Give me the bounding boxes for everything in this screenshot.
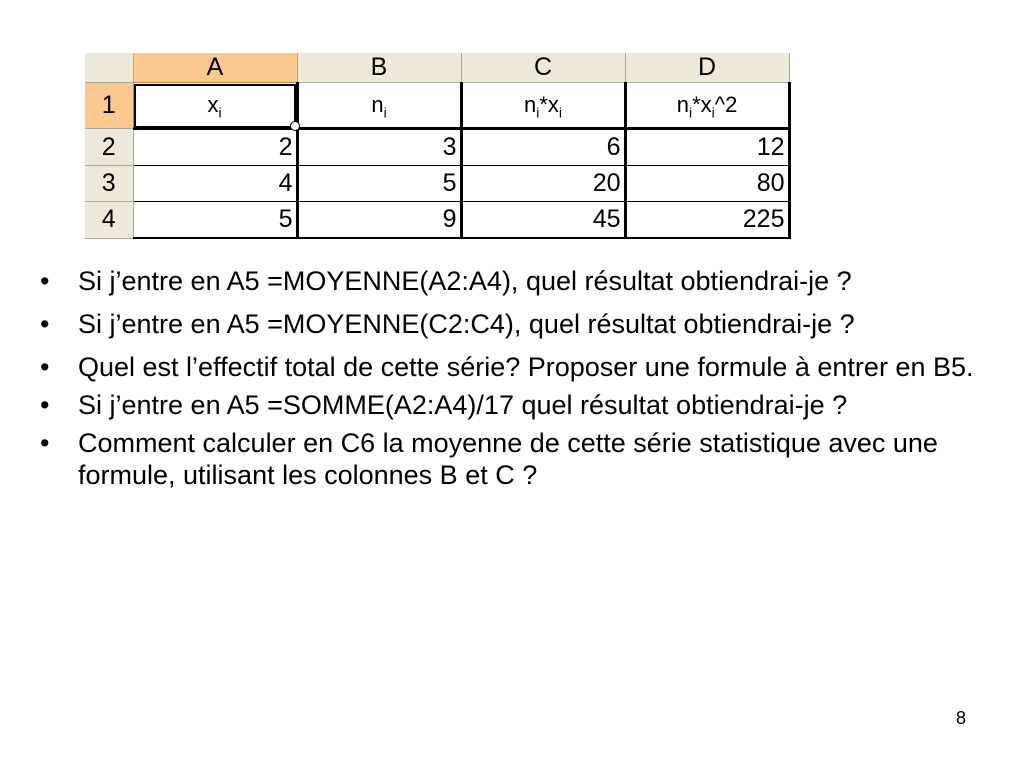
- row-header-1[interactable]: 1: [85, 83, 133, 129]
- cell-d2[interactable]: 12: [625, 129, 789, 166]
- cell-b4[interactable]: 9: [297, 202, 461, 239]
- cell-a2[interactable]: 2: [133, 129, 297, 166]
- cell-d1[interactable]: $n_i*x_i\^{}2$: [625, 83, 789, 129]
- cell-c3[interactable]: 20: [461, 166, 625, 202]
- cell-a4[interactable]: 5: [133, 202, 297, 239]
- question-item: [40, 389, 1000, 421]
- fill-handle[interactable]: [290, 121, 300, 131]
- cell-a3[interactable]: 4: [133, 166, 297, 202]
- cell-c2[interactable]: 6: [461, 129, 625, 166]
- column-header-a[interactable]: A: [133, 53, 297, 83]
- cell-d3[interactable]: 80: [625, 166, 789, 202]
- cell-b1[interactable]: $n_i$: [297, 83, 461, 129]
- question-text: Quel est l’effectif total de cette série? Proposer une formule à entrer en B5.: [78, 352, 974, 382]
- cell-d4[interactable]: 225: [625, 202, 789, 239]
- row-header-4[interactable]: 4: [85, 202, 133, 239]
- question-item: [40, 300, 1000, 349]
- question-item: [40, 427, 1000, 491]
- cell-c4[interactable]: 45: [461, 202, 625, 239]
- row-header-3[interactable]: 3: [85, 166, 133, 202]
- column-header-d[interactable]: D: [625, 53, 789, 83]
- bullet-icon: •: [40, 266, 50, 296]
- bullet-icon: •: [40, 309, 50, 339]
- question-text: Si j’entre en A5 =MOYENNE(A2:A4), quel résultat obtiendrai-je ?: [78, 266, 852, 296]
- cell-c1[interactable]: $n_i*x_i$: [461, 83, 625, 129]
- bullet-icon: •: [40, 352, 50, 382]
- question-text: Si j’entre en A5 =SOMME(A2:A4)/17 quel résultat obtiendrai-je ?: [78, 390, 848, 420]
- bullet-icon: •: [40, 390, 50, 420]
- question-item: [40, 257, 1000, 306]
- question-text: Si j’entre en A5 =MOYENNE(C2:C4), quel résultat obtiendrai-je ?: [78, 309, 855, 339]
- bullet-icon: •: [40, 428, 50, 458]
- cell-b2[interactable]: 3: [297, 129, 461, 166]
- page-number: 8: [955, 708, 966, 728]
- row-header-2[interactable]: 2: [85, 129, 133, 166]
- column-header-c[interactable]: C: [461, 53, 625, 83]
- cell-b3[interactable]: 5: [297, 166, 461, 202]
- question-item: [40, 351, 1000, 383]
- spreadsheet-grid: [85, 53, 791, 239]
- column-header-b[interactable]: B: [297, 53, 461, 83]
- cell-a1[interactable]: $x_i$: [133, 83, 297, 129]
- select-all-corner[interactable]: [85, 53, 133, 83]
- question-text: Comment calculer en C6 la moyenne de cette série statistique avec une formule, utilisant les colonnes B et C ?: [78, 428, 938, 490]
- question-list: [40, 258, 1000, 491]
